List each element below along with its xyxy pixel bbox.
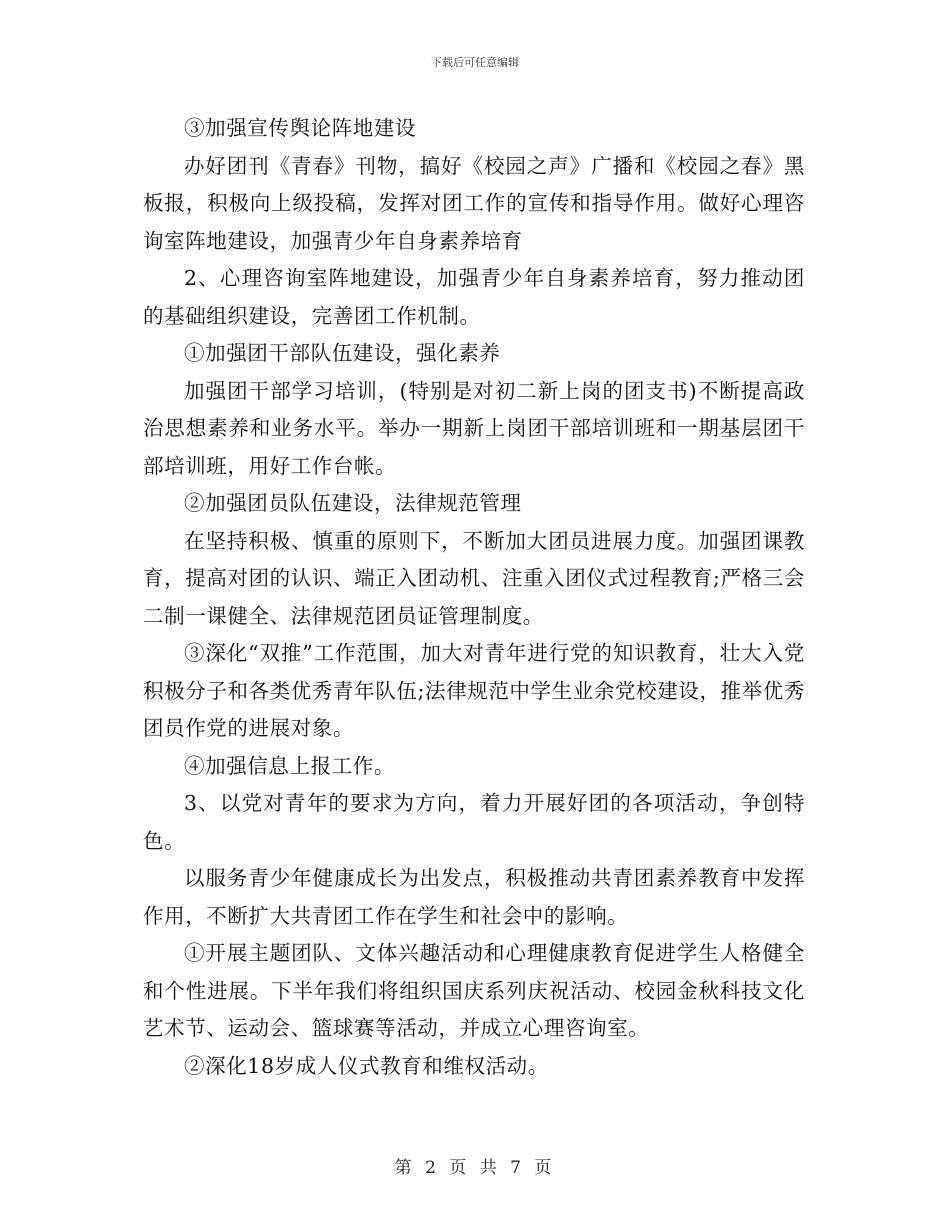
paragraph: ②加强团员队伍建设，法律规范管理 (184, 491, 522, 515)
page-header-note: 下载后可任意编辑 (431, 56, 519, 69)
paragraph: 以服务青少年健康成长为出发点，积极推动共青团素养教育中发挥作用，不断扩大共青团工作在学生和社会中的影响。 (143, 866, 805, 928)
paragraph: ③深化“双推”工作范围，加大对青年进行党的知识教育，壮大入党积极分子和各类优秀青年队伍;法律规范中学生业余党校建设，推举优秀团员作党的进展对象。 (143, 641, 805, 740)
paragraph: ④加强信息上报工作。 (184, 753, 395, 778)
paragraph: 加强团干部学习培训，(特别是对初二新上岗的团支书)不断提高政治思想素养和业务水平。举办一期新上岗团干部培训班和一期基层团干部培训班，用好工作台帐。 (143, 378, 805, 478)
paragraph: ③加强宣传舆论阵地建设 (184, 116, 417, 140)
paragraph: ②深化18岁成人仪式教育和维权活动。 (184, 1053, 549, 1078)
paragraph: ①加强团干部队伍建设，强化素养 (184, 341, 501, 365)
paragraph: 在坚持积极、慎重的原则下，不断加大团员进展力度。加强团课教育，提高对团的认识、端正入团动机、注重入团仪式过程教育;严格三会二制一课健全、法律规范团员证管理制度。 (143, 528, 805, 628)
page-number-footer: 第 2 页 共 7 页 (394, 1158, 556, 1178)
paragraph: 2、心理咨询室阵地建设，加强青少年自身素养培育，努力推动团的基础组织建设，完善团工作机制。 (143, 266, 805, 328)
paragraph: 3、以党对青年的要求为方向，着力开展好团的各项活动，争创特色。 (143, 791, 805, 853)
paragraph: 办好团刊《青春》刊物，搞好《校园之声》广播和《校园之春》黑板报，积极向上级投稿，发挥对团工作的宣传和指导作用。做好心理咨询室阵地建设，加强青少年自身素养培育 (143, 153, 805, 253)
paragraph: ①开展主题团队、文体兴趣活动和心理健康教育促进学生人格健全和个性进展。下半年我们将组织国庆系列庆祝活动、校园金秋科技文化艺术节、运动会、篮球赛等活动，并成立心理咨询室。 (143, 941, 805, 1040)
document-body (143, 110, 805, 1085)
